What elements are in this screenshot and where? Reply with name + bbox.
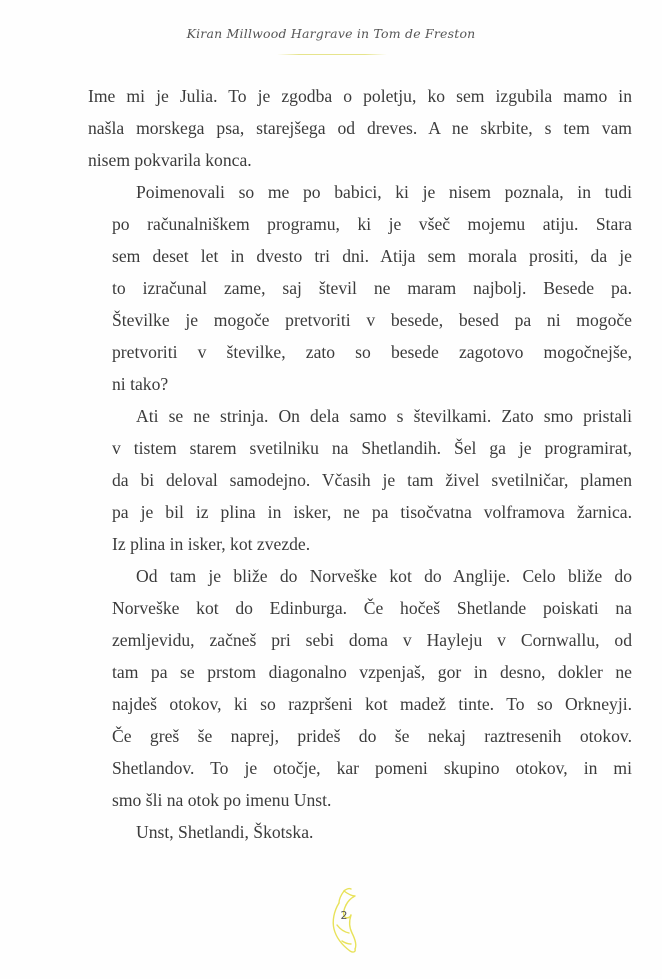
text-line: da bi deloval samodejno. Včasih je tam živel svetilničar, plamen	[112, 470, 632, 490]
text-line: Shetlandov. To je otočje, kar pomeni skupino otokov, in mi	[112, 758, 632, 778]
text-line: Iz plina in isker, kot zvezde.	[112, 534, 311, 554]
page-number: 2	[340, 909, 348, 922]
text-line: po računalniškem programu, ki je všeč mojemu atiju. Stara	[112, 214, 632, 234]
text-line: Številke je mogoče pretvoriti v besede, besed pa ni mogoče	[112, 310, 632, 330]
text-line: tam pa se prstom diagonalno vzpenjaš, gor in desno, dokler ne	[112, 662, 632, 682]
text-line: pretvoriti v številke, zato so besede zagotovo mogočnejše,	[112, 342, 632, 362]
text-line: Če greš še naprej, prideš do še nekaj raztresenih otokov.	[112, 726, 632, 746]
paragraph	[88, 816, 632, 848]
text-line: Od tam je bliže do Norveške kot do Anglije. Celo bliže do	[136, 566, 632, 586]
header-underline	[277, 54, 387, 55]
paragraph	[88, 560, 632, 816]
body-text	[88, 80, 632, 848]
running-header: Kiran Millwood Hargrave in Tom de Freston	[186, 26, 476, 41]
paragraph	[88, 176, 632, 400]
text-line: Ati se ne strinja. On dela samo s številkami. Zato smo pristali	[136, 406, 632, 426]
text-line: ni tako?	[112, 374, 169, 394]
text-line: to izračunal zame, saj števil ne maram najbolj. Besede pa.	[112, 278, 632, 298]
text-line: Poimenovali so me po babici, ki je nisem poznala, in tudi	[136, 182, 632, 202]
text-line: pa je bil iz plina in isker, ne pa tisočvatna volframova žarnica.	[112, 502, 632, 522]
text-line: Ime mi je Julia. To je zgodba o poletju, ko sem izgubila mamo in	[88, 86, 632, 106]
text-line: nisem pokvarila konca.	[88, 150, 252, 170]
text-line: v tistem starem svetilniku na Shetlandih. Šel ga je programirat,	[112, 438, 632, 458]
text-line: najdeš otokov, ki so razpršeni kot madež tinte. To so Orkneyji.	[112, 694, 632, 714]
text-line: Unst, Shetlandi, Škotska.	[136, 822, 314, 842]
text-line: Norveške kot do Edinburga. Če hočeš Shetlande poiskati na	[112, 598, 632, 618]
paragraph	[88, 80, 632, 176]
text-line: sem deset let in dvesto tri dni. Atija sem morala prositi, da je	[112, 246, 632, 266]
text-line: zemljevidu, začneš pri sebi doma v Hayleju v Cornwallu, od	[112, 630, 632, 650]
text-line: našla morskega psa, starejšega od dreves. A ne skrbite, s tem vam	[88, 118, 632, 138]
text-line: smo šli na otok po imenu Unst.	[112, 790, 332, 810]
paragraph	[88, 400, 632, 560]
page-folio	[322, 885, 366, 957]
